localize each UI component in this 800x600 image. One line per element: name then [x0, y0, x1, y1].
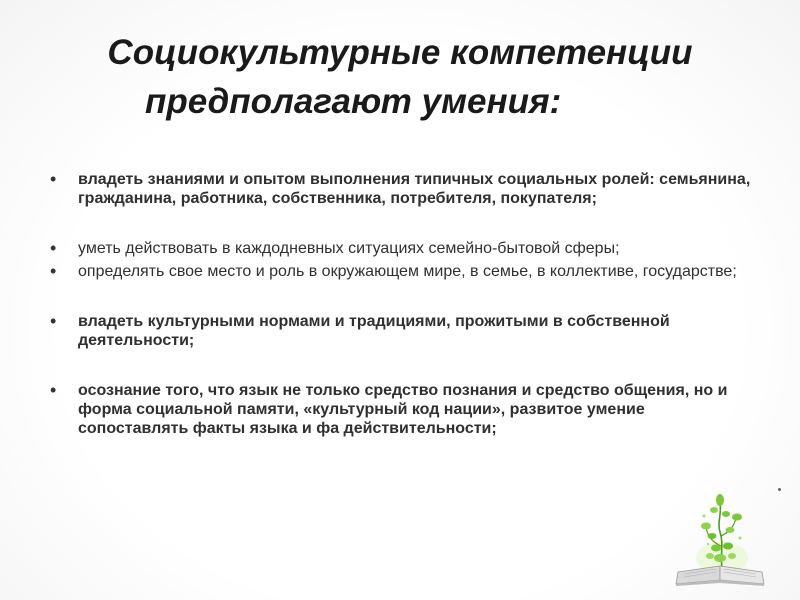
bullet-list [50, 170, 755, 438]
bullet-item-cultural-norms: • владеть культурными нормами и традициями, прожитыми в собственной деятельности; [50, 312, 755, 350]
bullet-item-everyday-situations: • уметь действовать в каждодневных ситуациях семейно-бытовой сферы; [50, 239, 755, 258]
slide-title [40, 28, 760, 126]
title-line-1: Социокультурные компетенции [107, 33, 693, 72]
book-with-sprout-icon [660, 488, 780, 588]
title-line-2: предполагают умения: [145, 82, 562, 121]
bullet-item-social-roles: • владеть знаниями и опытом выполнения типичных социальных ролей: семьянина, гражданина, работника, собственника, потребителя, покупателя; [50, 170, 755, 208]
bullet-item-place-in-world: • определять свое место и роль в окружающем мире, в семье, в коллективе, государстве; [50, 262, 755, 281]
bullet-item-language-awareness: • осознание того, что язык не только средство познания и средство общения, но и форма социальной памяти, «культурный код нации», развитое умение сопоставлять факты языка и фа действительности; [50, 381, 755, 438]
